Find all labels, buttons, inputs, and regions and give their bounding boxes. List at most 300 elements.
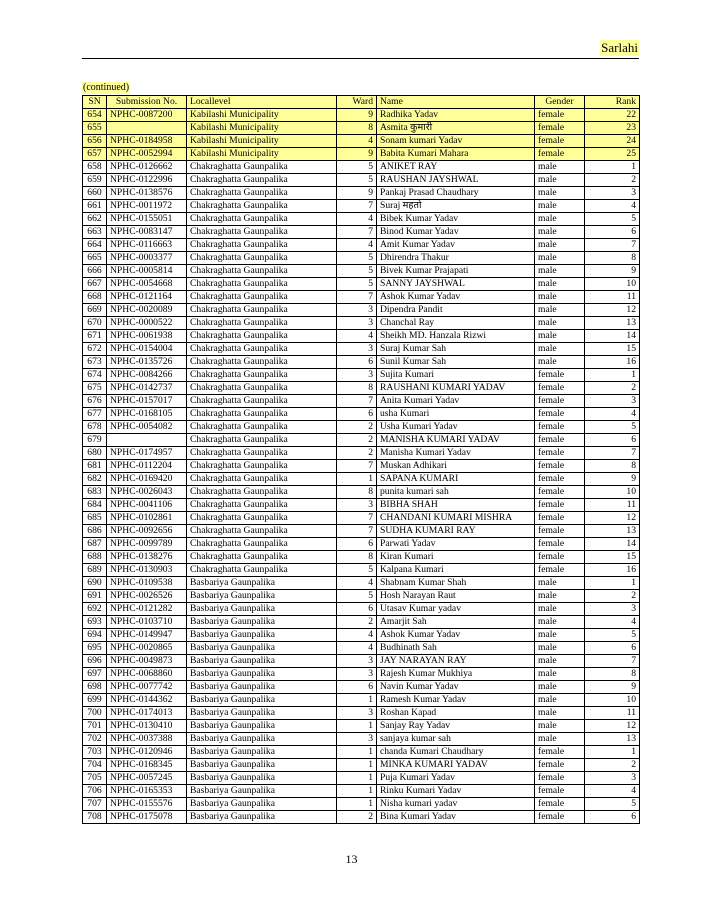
cell-submission: NPHC-0057245: [107, 772, 187, 785]
cell-name: ANIKET RAY: [377, 161, 535, 174]
page-header: [82, 40, 639, 58]
cell-sn: 674: [83, 369, 107, 382]
cell-gender: female: [535, 408, 585, 421]
cell-locallevel: Kabilashi Municipality: [187, 109, 337, 122]
cell-submission: NPHC-0122996: [107, 174, 187, 187]
table-row: [83, 421, 640, 434]
cell-sn: 657: [83, 148, 107, 161]
cell-ward: 8: [337, 382, 377, 395]
cell-name: SANNY JAYSHWAL: [377, 278, 535, 291]
cell-rank: 5: [585, 421, 640, 434]
cell-submission: NPHC-0037388: [107, 733, 187, 746]
table-row: [83, 681, 640, 694]
candidate-table: [82, 95, 640, 824]
cell-locallevel: Basbariya Gaunpalika: [187, 759, 337, 772]
cell-sn: 691: [83, 590, 107, 603]
cell-ward: 6: [337, 603, 377, 616]
cell-rank: 22: [585, 109, 640, 122]
cell-locallevel: Basbariya Gaunpalika: [187, 616, 337, 629]
cell-locallevel: Chakraghatta Gaunpalika: [187, 278, 337, 291]
cell-submission: NPHC-0135726: [107, 356, 187, 369]
cell-locallevel: Basbariya Gaunpalika: [187, 590, 337, 603]
cell-locallevel: Chakraghatta Gaunpalika: [187, 265, 337, 278]
cell-submission: NPHC-0155576: [107, 798, 187, 811]
cell-ward: 2: [337, 421, 377, 434]
table-row: [83, 265, 640, 278]
cell-rank: 11: [585, 291, 640, 304]
cell-name: MANISHA KUMARI YADAV: [377, 434, 535, 447]
cell-ward: 3: [337, 668, 377, 681]
cell-sn: 667: [83, 278, 107, 291]
table-row: [83, 694, 640, 707]
cell-rank: 1: [585, 577, 640, 590]
cell-ward: 4: [337, 629, 377, 642]
table-row: [83, 252, 640, 265]
cell-name: Pankaj Prasad Chaudhary: [377, 187, 535, 200]
cell-ward: 5: [337, 278, 377, 291]
cell-gender: female: [535, 772, 585, 785]
cell-rank: 14: [585, 538, 640, 551]
table-row: [83, 447, 640, 460]
cell-sn: 660: [83, 187, 107, 200]
cell-locallevel: Chakraghatta Gaunpalika: [187, 473, 337, 486]
table-row: [83, 174, 640, 187]
cell-locallevel: Chakraghatta Gaunpalika: [187, 408, 337, 421]
cell-submission: NPHC-0099789: [107, 538, 187, 551]
cell-sn: 668: [83, 291, 107, 304]
cell-name: Bivek Kumar Prajapati: [377, 265, 535, 278]
cell-gender: female: [535, 122, 585, 135]
cell-sn: 690: [83, 577, 107, 590]
col-header-rank: Rank: [585, 96, 640, 109]
cell-submission: NPHC-0169420: [107, 473, 187, 486]
cell-rank: 8: [585, 460, 640, 473]
cell-submission: NPHC-0054082: [107, 421, 187, 434]
table-row: [83, 304, 640, 317]
cell-submission: NPHC-0138276: [107, 551, 187, 564]
cell-submission: NPHC-0149947: [107, 629, 187, 642]
cell-gender: female: [535, 759, 585, 772]
cell-gender: male: [535, 330, 585, 343]
cell-name: Babita Kumari Mahara: [377, 148, 535, 161]
cell-ward: 4: [337, 239, 377, 252]
cell-sn: 655: [83, 122, 107, 135]
cell-sn: 707: [83, 798, 107, 811]
cell-name: Hosh Narayan Raut: [377, 590, 535, 603]
col-header-submission: Submission No.: [107, 96, 187, 109]
cell-gender: male: [535, 161, 585, 174]
cell-ward: 3: [337, 733, 377, 746]
cell-gender: male: [535, 252, 585, 265]
cell-rank: 12: [585, 512, 640, 525]
cell-rank: 14: [585, 330, 640, 343]
cell-ward: 5: [337, 252, 377, 265]
cell-name: usha Kumari: [377, 408, 535, 421]
cell-ward: 2: [337, 434, 377, 447]
cell-submission: NPHC-0087200: [107, 109, 187, 122]
cell-sn: 678: [83, 421, 107, 434]
cell-locallevel: Chakraghatta Gaunpalika: [187, 564, 337, 577]
cell-ward: 5: [337, 174, 377, 187]
cell-rank: 7: [585, 239, 640, 252]
cell-name: Bina Kumari Yadav: [377, 811, 535, 824]
cell-gender: female: [535, 811, 585, 824]
cell-rank: 15: [585, 343, 640, 356]
table-row: [83, 291, 640, 304]
table-row: [83, 525, 640, 538]
cell-name: SUDHA KUMARI RAY: [377, 525, 535, 538]
cell-sn: 673: [83, 356, 107, 369]
table-row: [83, 759, 640, 772]
cell-name: Rajesh Kumar Mukhiya: [377, 668, 535, 681]
cell-rank: 3: [585, 187, 640, 200]
cell-sn: 704: [83, 759, 107, 772]
cell-ward: 6: [337, 538, 377, 551]
cell-submission: NPHC-0116663: [107, 239, 187, 252]
cell-gender: female: [535, 434, 585, 447]
cell-name: MINKA KUMARI YADAV: [377, 759, 535, 772]
table-row: [83, 395, 640, 408]
cell-submission: NPHC-0054668: [107, 278, 187, 291]
cell-name: Navin Kumar Yadav: [377, 681, 535, 694]
cell-sn: 693: [83, 616, 107, 629]
cell-gender: male: [535, 278, 585, 291]
cell-locallevel: Basbariya Gaunpalika: [187, 733, 337, 746]
table-row: [83, 122, 640, 135]
cell-ward: 7: [337, 395, 377, 408]
cell-ward: 5: [337, 564, 377, 577]
cell-locallevel: Chakraghatta Gaunpalika: [187, 291, 337, 304]
cell-sn: 671: [83, 330, 107, 343]
col-header-ward: Ward: [337, 96, 377, 109]
cell-ward: 6: [337, 681, 377, 694]
cell-gender: male: [535, 629, 585, 642]
table-row: [83, 499, 640, 512]
cell-ward: 3: [337, 707, 377, 720]
cell-gender: female: [535, 486, 585, 499]
cell-submission: NPHC-0077742: [107, 681, 187, 694]
table-row: [83, 317, 640, 330]
cell-submission: NPHC-0092656: [107, 525, 187, 538]
cell-rank: 7: [585, 447, 640, 460]
cell-locallevel: Chakraghatta Gaunpalika: [187, 551, 337, 564]
cell-ward: 4: [337, 135, 377, 148]
table-row: [83, 512, 640, 525]
cell-submission: NPHC-0000522: [107, 317, 187, 330]
cell-sn: 686: [83, 525, 107, 538]
cell-submission: NPHC-0155051: [107, 213, 187, 226]
table-row: [83, 278, 640, 291]
table-row: [83, 720, 640, 733]
cell-ward: 1: [337, 772, 377, 785]
table-row: [83, 590, 640, 603]
cell-ward: 3: [337, 343, 377, 356]
cell-name: Sonam kumari Yadav: [377, 135, 535, 148]
cell-submission: NPHC-0083147: [107, 226, 187, 239]
cell-sn: 695: [83, 642, 107, 655]
cell-locallevel: Chakraghatta Gaunpalika: [187, 486, 337, 499]
cell-gender: female: [535, 460, 585, 473]
cell-ward: 1: [337, 798, 377, 811]
table-row: [83, 330, 640, 343]
table-row: [83, 460, 640, 473]
cell-locallevel: Chakraghatta Gaunpalika: [187, 213, 337, 226]
cell-locallevel: Kabilashi Municipality: [187, 135, 337, 148]
cell-gender: female: [535, 538, 585, 551]
cell-submission: NPHC-0084266: [107, 369, 187, 382]
cell-name: Dipendra Pandit: [377, 304, 535, 317]
table-row: [83, 408, 640, 421]
cell-gender: female: [535, 473, 585, 486]
cell-ward: 2: [337, 811, 377, 824]
cell-name: Budhinath Sah: [377, 642, 535, 655]
cell-rank: 6: [585, 811, 640, 824]
cell-name: Roshan Kapad: [377, 707, 535, 720]
cell-gender: male: [535, 720, 585, 733]
cell-submission: NPHC-0061938: [107, 330, 187, 343]
cell-name: sanjaya kumar sah: [377, 733, 535, 746]
cell-locallevel: Chakraghatta Gaunpalika: [187, 525, 337, 538]
cell-gender: female: [535, 564, 585, 577]
cell-sn: 654: [83, 109, 107, 122]
cell-gender: male: [535, 603, 585, 616]
cell-name: RAUSHANI KUMARI YADAV: [377, 382, 535, 395]
cell-sn: 677: [83, 408, 107, 421]
cell-locallevel: Chakraghatta Gaunpalika: [187, 174, 337, 187]
cell-name: Puja Kumari Yadav: [377, 772, 535, 785]
cell-ward: 1: [337, 759, 377, 772]
header-row: [83, 96, 640, 109]
cell-locallevel: Chakraghatta Gaunpalika: [187, 317, 337, 330]
cell-gender: male: [535, 681, 585, 694]
cell-name: Bibek Kumar Yadav: [377, 213, 535, 226]
cell-submission: NPHC-0026043: [107, 486, 187, 499]
cell-submission: NPHC-0165353: [107, 785, 187, 798]
table-body: [83, 109, 640, 824]
cell-rank: 4: [585, 785, 640, 798]
cell-rank: 4: [585, 200, 640, 213]
table-row: [83, 629, 640, 642]
cell-name: Asmita कुमारी: [377, 122, 535, 135]
cell-sn: 665: [83, 252, 107, 265]
cell-gender: male: [535, 733, 585, 746]
cell-locallevel: Chakraghatta Gaunpalika: [187, 252, 337, 265]
table-row: [83, 538, 640, 551]
cell-submission: NPHC-0168345: [107, 759, 187, 772]
table-row: [83, 343, 640, 356]
cell-rank: 9: [585, 265, 640, 278]
cell-sn: 659: [83, 174, 107, 187]
cell-gender: male: [535, 239, 585, 252]
cell-submission: NPHC-0049873: [107, 655, 187, 668]
cell-rank: 23: [585, 122, 640, 135]
cell-submission: NPHC-0120946: [107, 746, 187, 759]
cell-submission: NPHC-0068860: [107, 668, 187, 681]
cell-rank: 3: [585, 395, 640, 408]
cell-sn: 669: [83, 304, 107, 317]
cell-gender: female: [535, 499, 585, 512]
cell-rank: 5: [585, 798, 640, 811]
cell-locallevel: Chakraghatta Gaunpalika: [187, 369, 337, 382]
cell-submission: NPHC-0102861: [107, 512, 187, 525]
cell-ward: 9: [337, 187, 377, 200]
cell-sn: 680: [83, 447, 107, 460]
cell-sn: 681: [83, 460, 107, 473]
table-row: [83, 369, 640, 382]
cell-name: Nisha kumari yadav: [377, 798, 535, 811]
cell-ward: 5: [337, 265, 377, 278]
cell-rank: 10: [585, 278, 640, 291]
cell-gender: female: [535, 798, 585, 811]
cell-locallevel: Basbariya Gaunpalika: [187, 655, 337, 668]
cell-submission: NPHC-0184958: [107, 135, 187, 148]
cell-gender: male: [535, 226, 585, 239]
col-header-name: Name: [377, 96, 535, 109]
cell-locallevel: Basbariya Gaunpalika: [187, 798, 337, 811]
cell-rank: 1: [585, 746, 640, 759]
cell-ward: 4: [337, 642, 377, 655]
cell-rank: 24: [585, 135, 640, 148]
cell-locallevel: Basbariya Gaunpalika: [187, 668, 337, 681]
cell-submission: NPHC-0112204: [107, 460, 187, 473]
cell-locallevel: Chakraghatta Gaunpalika: [187, 447, 337, 460]
cell-sn: 663: [83, 226, 107, 239]
cell-locallevel: Chakraghatta Gaunpalika: [187, 226, 337, 239]
cell-gender: female: [535, 525, 585, 538]
cell-locallevel: Chakraghatta Gaunpalika: [187, 382, 337, 395]
table-row: [83, 707, 640, 720]
cell-name: SAPANA KUMARI: [377, 473, 535, 486]
cell-locallevel: Basbariya Gaunpalika: [187, 772, 337, 785]
cell-name: Sunil Kumar Sah: [377, 356, 535, 369]
cell-sn: 698: [83, 681, 107, 694]
cell-submission: NPHC-0121282: [107, 603, 187, 616]
cell-ward: 4: [337, 213, 377, 226]
cell-rank: 6: [585, 226, 640, 239]
table-row: [83, 733, 640, 746]
cell-sn: 706: [83, 785, 107, 798]
cell-sn: 697: [83, 668, 107, 681]
cell-rank: 4: [585, 616, 640, 629]
cell-locallevel: Chakraghatta Gaunpalika: [187, 343, 337, 356]
cell-rank: 3: [585, 772, 640, 785]
col-header-sn: SN: [83, 96, 107, 109]
cell-submission: NPHC-0174957: [107, 447, 187, 460]
table-row: [83, 668, 640, 681]
cell-rank: 10: [585, 486, 640, 499]
cell-ward: 1: [337, 746, 377, 759]
cell-locallevel: Chakraghatta Gaunpalika: [187, 421, 337, 434]
cell-gender: male: [535, 291, 585, 304]
cell-submission: NPHC-0103710: [107, 616, 187, 629]
cell-name: BIBHA SHAH: [377, 499, 535, 512]
cell-gender: male: [535, 642, 585, 655]
cell-ward: 5: [337, 590, 377, 603]
cell-gender: male: [535, 304, 585, 317]
cell-locallevel: Basbariya Gaunpalika: [187, 642, 337, 655]
cell-name: Chanchal Ray: [377, 317, 535, 330]
cell-gender: male: [535, 187, 585, 200]
cell-submission: NPHC-0126662: [107, 161, 187, 174]
cell-sn: 694: [83, 629, 107, 642]
cell-ward: 1: [337, 473, 377, 486]
cell-rank: 10: [585, 694, 640, 707]
cell-rank: 13: [585, 525, 640, 538]
table-row: [83, 473, 640, 486]
table-row: [83, 486, 640, 499]
cell-gender: female: [535, 109, 585, 122]
cell-locallevel: Basbariya Gaunpalika: [187, 811, 337, 824]
cell-sn: 708: [83, 811, 107, 824]
cell-name: RAUSHAN JAYSHWAL: [377, 174, 535, 187]
cell-name: Muskan Adhikari: [377, 460, 535, 473]
cell-name: JAY NARAYAN RAY: [377, 655, 535, 668]
cell-gender: male: [535, 707, 585, 720]
cell-locallevel: Chakraghatta Gaunpalika: [187, 499, 337, 512]
cell-name: Utasav Kumar yadav: [377, 603, 535, 616]
cell-gender: male: [535, 655, 585, 668]
cell-rank: 6: [585, 642, 640, 655]
cell-submission: NPHC-0138576: [107, 187, 187, 200]
cell-gender: female: [535, 421, 585, 434]
cell-name: chanda Kumari Chaudhary: [377, 746, 535, 759]
cell-ward: 7: [337, 200, 377, 213]
cell-gender: female: [535, 746, 585, 759]
cell-rank: 9: [585, 681, 640, 694]
cell-ward: 3: [337, 369, 377, 382]
cell-rank: 13: [585, 733, 640, 746]
cell-sn: 670: [83, 317, 107, 330]
cell-gender: male: [535, 317, 585, 330]
cell-ward: 3: [337, 317, 377, 330]
cell-sn: 700: [83, 707, 107, 720]
cell-locallevel: Basbariya Gaunpalika: [187, 694, 337, 707]
cell-submission: NPHC-0174013: [107, 707, 187, 720]
cell-ward: 3: [337, 304, 377, 317]
cell-locallevel: Chakraghatta Gaunpalika: [187, 161, 337, 174]
cell-submission: NPHC-0154004: [107, 343, 187, 356]
cell-sn: 662: [83, 213, 107, 226]
cell-locallevel: Kabilashi Municipality: [187, 122, 337, 135]
table-row: [83, 226, 640, 239]
cell-rank: 5: [585, 213, 640, 226]
cell-sn: 676: [83, 395, 107, 408]
cell-name: Shabnam Kumar Shah: [377, 577, 535, 590]
cell-locallevel: Kabilashi Municipality: [187, 148, 337, 161]
cell-ward: 1: [337, 720, 377, 733]
cell-ward: 1: [337, 694, 377, 707]
table-row: [83, 785, 640, 798]
cell-gender: female: [535, 148, 585, 161]
cell-rank: 16: [585, 356, 640, 369]
cell-gender: male: [535, 590, 585, 603]
cell-ward: 7: [337, 460, 377, 473]
table-row: [83, 798, 640, 811]
cell-sn: 664: [83, 239, 107, 252]
cell-sn: 661: [83, 200, 107, 213]
cell-gender: female: [535, 551, 585, 564]
cell-submission: NPHC-0005814: [107, 265, 187, 278]
cell-rank: 1: [585, 369, 640, 382]
cell-rank: 9: [585, 473, 640, 486]
cell-submission: NPHC-0175078: [107, 811, 187, 824]
cell-sn: 692: [83, 603, 107, 616]
cell-sn: 699: [83, 694, 107, 707]
table-row: [83, 148, 640, 161]
cell-submission: NPHC-0121164: [107, 291, 187, 304]
cell-gender: male: [535, 343, 585, 356]
cell-sn: 684: [83, 499, 107, 512]
